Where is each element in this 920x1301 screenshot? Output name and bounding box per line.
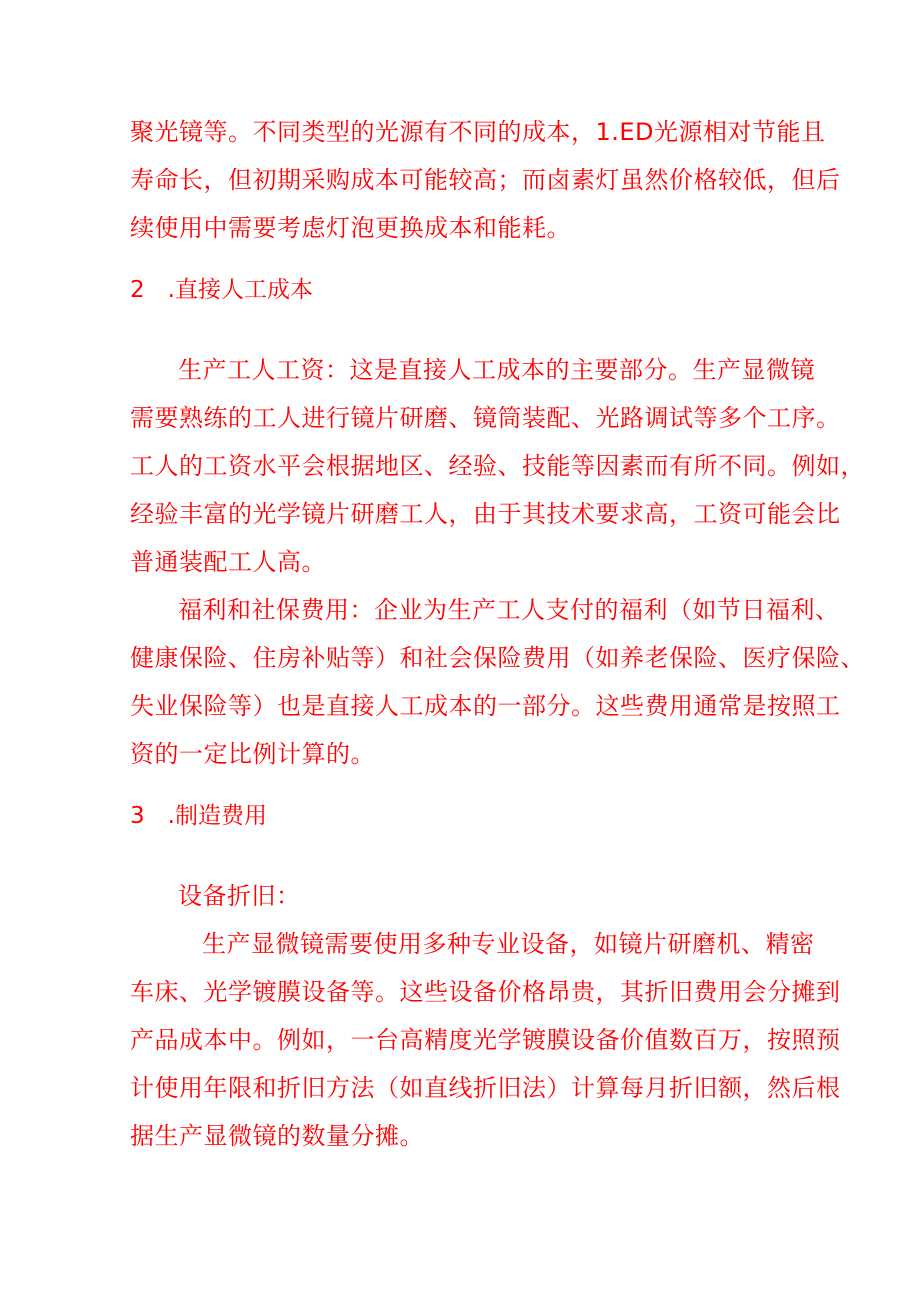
welfare-line-4: 资的一定比例计算的。 (130, 740, 375, 768)
intro-line-1: 聚光镜等。不同类型的光源有不同的成本，1.ED光源相对节能且 (130, 118, 826, 146)
wages-line-3: 工人的工资水平会根据地区、经验、技能等因素而有所不同。例如， (130, 452, 865, 480)
depreciation-line-4: 计使用年限和折旧方法（如直线折旧法）计算每月折旧额，然后根 (130, 1074, 841, 1102)
wages-line-2: 需要熟练的工人进行镜片研磨、镜筒装配、光路调试等多个工序。 (130, 404, 841, 432)
intro-line-2: 寿命长，但初期采购成本可能较高；而卤素灯虽然价格较低，但后 (130, 166, 841, 194)
wages-line-4: 经验丰富的光学镜片研磨工人，由于其技术要求高，工资可能会比 (130, 500, 841, 528)
intro-line-3: 续使用中需要考虑灯泡更换成本和能耗。 (130, 214, 571, 242)
welfare-line-2: 健康保险、住房补贴等）和社会保险费用（如养老保险、医疗保险、 (130, 644, 865, 672)
section-3-heading: 3 .制造费用 (130, 803, 267, 829)
depreciation-line-1: 生产显微镜需要使用多种专业设备，如镜片研磨机、精密 (202, 930, 815, 958)
wages-line-1: 生产工人工资：这是直接人工成本的主要部分。生产显微镜 (178, 356, 815, 384)
depreciation-subheading: 设备折旧： (178, 882, 301, 910)
depreciation-line-2: 车床、光学镀膜设备等。这些设备价格昂贵，其折旧费用会分摊到 (130, 978, 841, 1006)
welfare-line-1: 福利和社保费用：企业为生产工人支付的福利（如节日福利、 (178, 596, 840, 624)
wages-line-5: 普通装配工人高。 (130, 548, 326, 576)
welfare-line-3: 失业保险等）也是直接人工成本的一部分。这些费用通常是按照工 (130, 692, 841, 720)
depreciation-line-3: 产品成本中。例如，一台高精度光学镀膜设备价值数百万，按照预 (130, 1026, 841, 1054)
section-2-heading: 2 .直接人工成本 (130, 277, 313, 303)
depreciation-line-5: 据生产显微镜的数量分摊。 (130, 1122, 424, 1150)
